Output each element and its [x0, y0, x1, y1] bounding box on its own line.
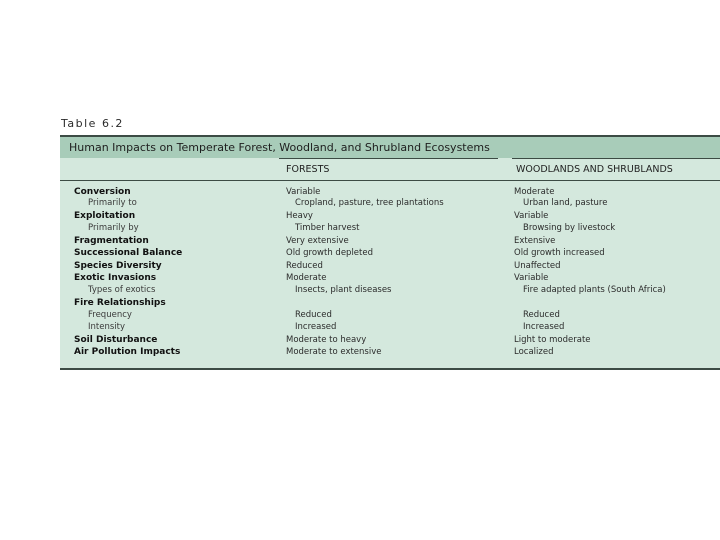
row-label: Types of exotics [88, 285, 156, 295]
column-header-forests: FORESTS [286, 164, 330, 175]
table-number: Table 6.2 [61, 117, 124, 130]
table-title: Human Impacts on Temperate Forest, Woodland, and Shrubland Ecosystems [69, 141, 490, 154]
woodlands-cell: Fire adapted plants (South Africa) [523, 285, 666, 295]
forests-header-rule [279, 158, 498, 159]
forests-cell: Moderate [286, 273, 327, 283]
row-label: Species Diversity [74, 261, 162, 271]
row-label: Air Pollution Impacts [74, 347, 181, 357]
forests-cell: Timber harvest [295, 223, 360, 233]
forests-cell: Variable [286, 187, 321, 197]
column-header-woodlands: WOODLANDS AND SHRUBLANDS [516, 164, 673, 175]
woodlands-cell: Unaffected [514, 261, 561, 271]
row-label: Exploitation [74, 211, 136, 221]
woodlands-cell: Localized [514, 347, 554, 357]
forests-cell: Moderate to heavy [286, 335, 367, 345]
row-label: Conversion [74, 187, 131, 197]
row-label: Successional Balance [74, 248, 183, 258]
row-label: Intensity [88, 322, 125, 332]
forests-cell: Moderate to extensive [286, 347, 382, 357]
woodlands-cell: Light to moderate [514, 335, 591, 345]
forests-cell: Heavy [286, 211, 313, 221]
row-label: Primarily by [88, 223, 139, 233]
row-label: Exotic Invasions [74, 273, 157, 283]
woodlands-cell: Urban land, pasture [523, 198, 608, 208]
table-title-band [60, 137, 720, 158]
row-label: Frequency [88, 310, 132, 320]
woodlands-cell: Browsing by livestock [523, 223, 616, 233]
forests-cell: Very extensive [286, 236, 349, 246]
woodlands-cell: Variable [514, 273, 549, 283]
row-label: Soil Disturbance [74, 335, 158, 345]
forests-cell: Old growth depleted [286, 248, 373, 258]
forests-cell: Reduced [286, 261, 323, 271]
forests-cell: Cropland, pasture, tree plantations [295, 198, 444, 208]
forests-cell: Insects, plant diseases [295, 285, 392, 295]
woodlands-cell: Old growth increased [514, 248, 605, 258]
data-table [60, 135, 720, 370]
woodlands-header-rule [512, 158, 720, 159]
forests-cell: Reduced [295, 310, 332, 320]
woodlands-cell: Variable [514, 211, 549, 221]
woodlands-cell: Reduced [523, 310, 560, 320]
row-label: Primarily to [88, 198, 137, 208]
woodlands-cell: Increased [523, 322, 565, 332]
header-divider [60, 180, 720, 181]
woodlands-cell: Moderate [514, 187, 555, 197]
row-label: Fragmentation [74, 236, 149, 246]
row-label: Fire Relationships [74, 298, 166, 308]
woodlands-cell: Extensive [514, 236, 556, 246]
forests-cell: Increased [295, 322, 337, 332]
